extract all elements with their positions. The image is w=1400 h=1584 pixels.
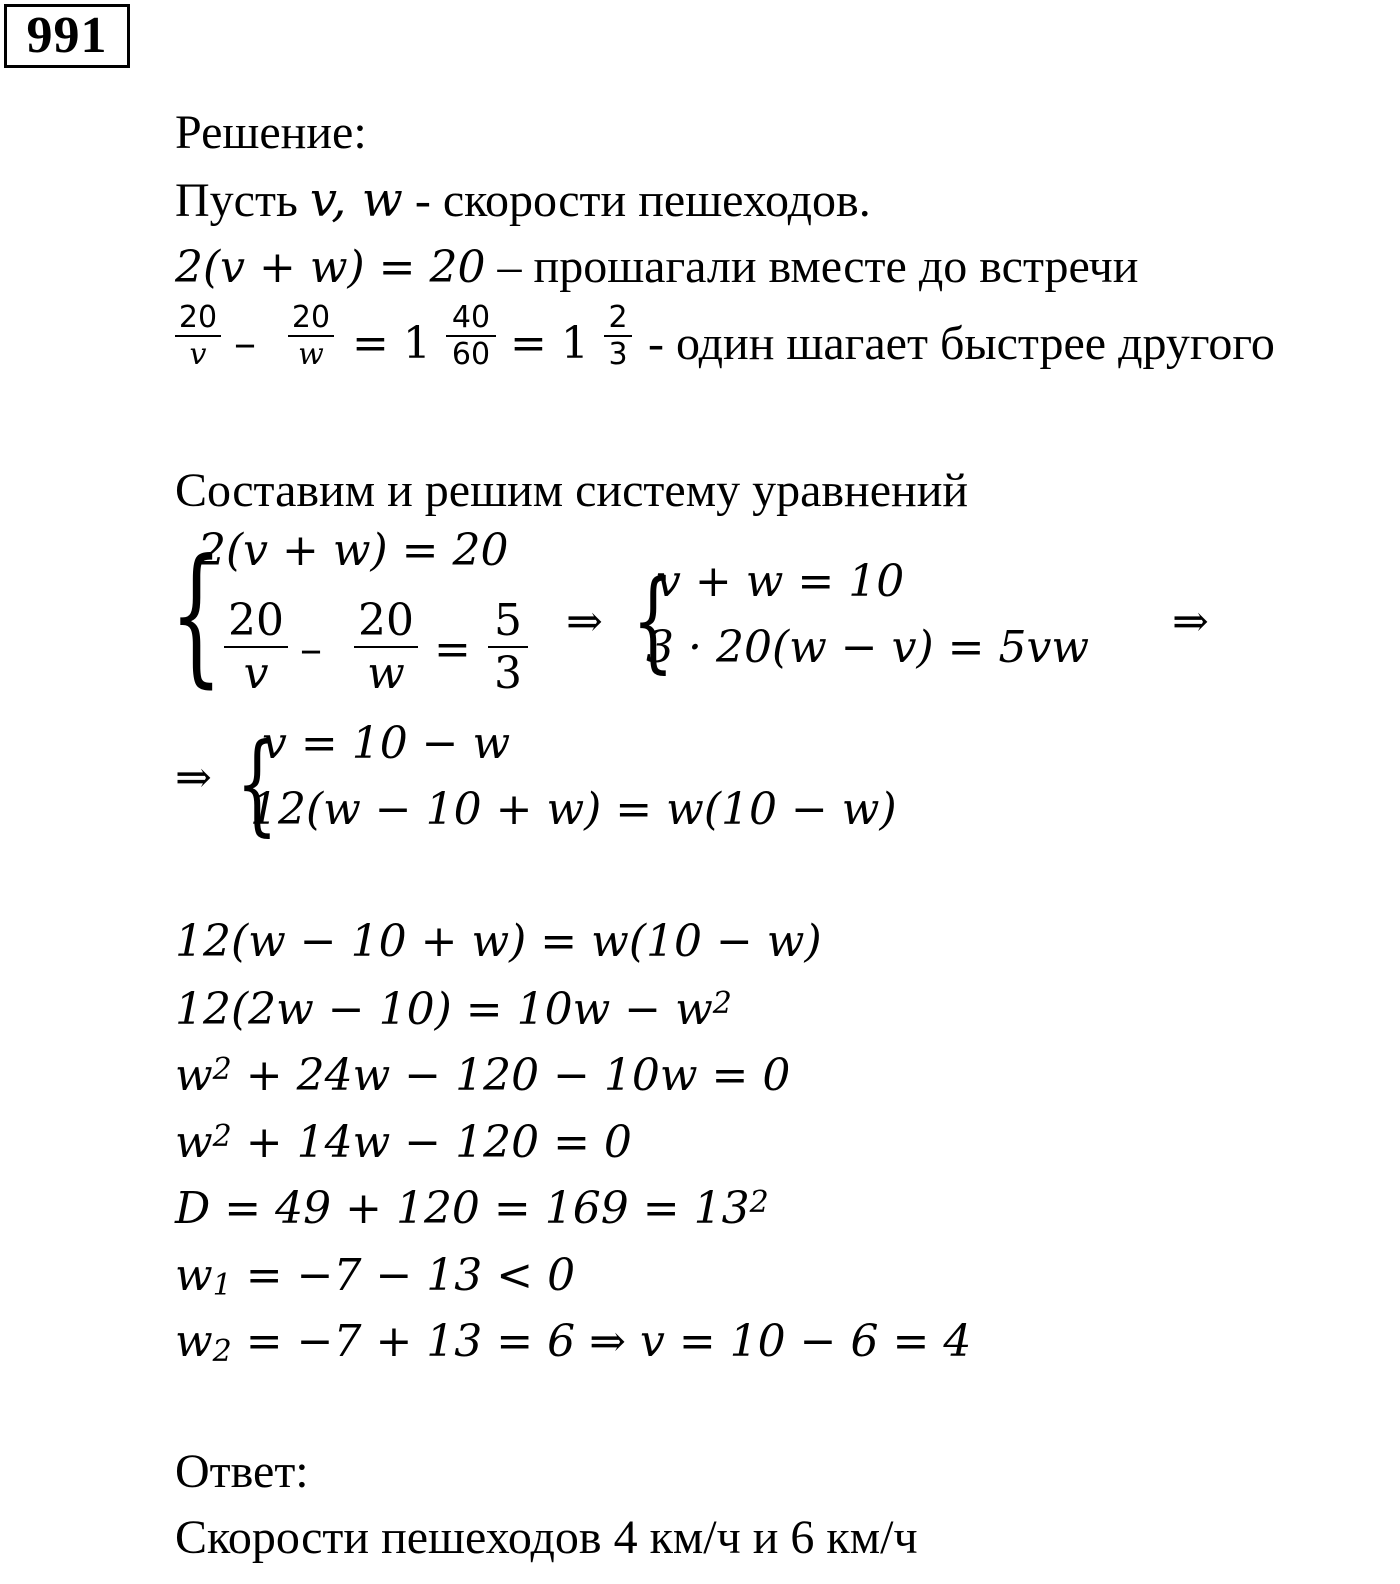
step-4-exponent: 2	[212, 1119, 232, 1154]
system-2-row-2: 3 · 20(w − v) = 5vw	[646, 622, 1089, 673]
let-word: Пусть	[175, 174, 298, 227]
step-3-rest: + 24w − 120 − 10w = 0	[231, 1050, 791, 1101]
step-2-main: 12(2w − 10) = 10w − w	[175, 984, 713, 1035]
let-rest: - скорости пешеходов.	[414, 174, 871, 227]
answer-text: Скорости пешеходов 4 км/ч и 6 км/ч	[175, 1511, 918, 1564]
system-3-row-1: v = 10 − w	[262, 718, 511, 769]
equals-one-2: = 1	[510, 318, 589, 369]
step-6-rest: = −7 − 13 < 0	[231, 1250, 576, 1301]
system-1-row-1: 2(v + w) = 20	[198, 525, 509, 576]
step-2	[175, 980, 732, 1040]
numerator: 20	[291, 300, 331, 335]
step-6	[175, 1246, 575, 1306]
implies-arrow: ⇒	[1172, 596, 1209, 647]
numerator: 20	[228, 595, 284, 646]
step-3-exponent: 2	[212, 1052, 232, 1087]
step-3-var: w	[175, 1050, 213, 1101]
step-1: 12(w − 10 + w) = w(10 − w)	[175, 916, 822, 967]
denominator: w	[354, 646, 418, 699]
fraction-40-60	[446, 300, 496, 372]
minus-sign: –	[300, 624, 322, 675]
implies-arrow: ⇒	[175, 752, 212, 803]
numerator: 20	[358, 595, 414, 646]
fraction-20-v	[175, 300, 221, 372]
fraction-20-w-big	[354, 595, 418, 699]
step-7-var: w	[175, 1316, 213, 1367]
step-4	[175, 1113, 632, 1173]
denominator: w	[288, 335, 334, 372]
numerator: 2	[608, 300, 628, 335]
numerator: 5	[494, 595, 522, 646]
denominator: 60	[446, 335, 496, 372]
step-4-var: w	[175, 1117, 213, 1168]
fraction-20-w	[288, 300, 334, 372]
step-5-main: D = 49 + 120 = 169 = 13	[175, 1183, 750, 1234]
problem-number: 991	[4, 4, 130, 68]
denominator: 3	[604, 335, 632, 372]
denominator: v	[175, 335, 221, 372]
system-title: Составим и решим систему уравнений	[175, 464, 969, 517]
step-6-var: w	[175, 1250, 213, 1301]
fraction-20-v-big	[224, 595, 288, 699]
let-vars: v, w	[309, 172, 403, 228]
step-7-rest: = −7 + 13 = 6 ⇒ v = 10 − 6 = 4	[231, 1316, 972, 1367]
denominator: v	[224, 646, 288, 699]
numerator: 20	[178, 300, 218, 335]
fraction-5-3	[488, 595, 528, 699]
equation-sum-text: – прошагали вместе до встречи	[497, 240, 1139, 293]
brace-icon: {	[170, 528, 223, 702]
step-4-rest: + 14w − 120 = 0	[231, 1117, 632, 1168]
equals-sign: =	[434, 624, 471, 675]
equals-one: = 1	[352, 318, 431, 369]
numerator: 40	[451, 300, 491, 335]
step-7-subscript: 2	[212, 1334, 232, 1369]
system-2-row-1: v + w = 10	[656, 556, 905, 607]
system-3-row-2: 12(w − 10 + w) = w(10 − w)	[250, 784, 897, 835]
step-5-exponent: 2	[749, 1185, 769, 1220]
fraction-2-3	[604, 300, 632, 372]
answer-label: Ответ:	[175, 1445, 309, 1498]
brace-icon: {	[236, 719, 278, 847]
minus-sign: –	[234, 318, 256, 369]
denominator: 3	[488, 646, 528, 699]
step-6-subscript: 1	[212, 1268, 232, 1303]
step-2-exponent: 2	[712, 986, 732, 1021]
fraction-line-text: - один шагает быстрее другого	[648, 317, 1275, 370]
let-line	[175, 170, 871, 231]
equation-sum: 2(v + w) = 20	[175, 242, 486, 293]
equation-sum-line	[175, 237, 1138, 298]
brace-icon: {	[632, 556, 674, 684]
step-7	[175, 1312, 971, 1372]
step-3	[175, 1046, 790, 1106]
implies-arrow: ⇒	[566, 596, 603, 647]
step-5	[175, 1179, 769, 1239]
solution-heading: Решение:	[175, 106, 367, 159]
